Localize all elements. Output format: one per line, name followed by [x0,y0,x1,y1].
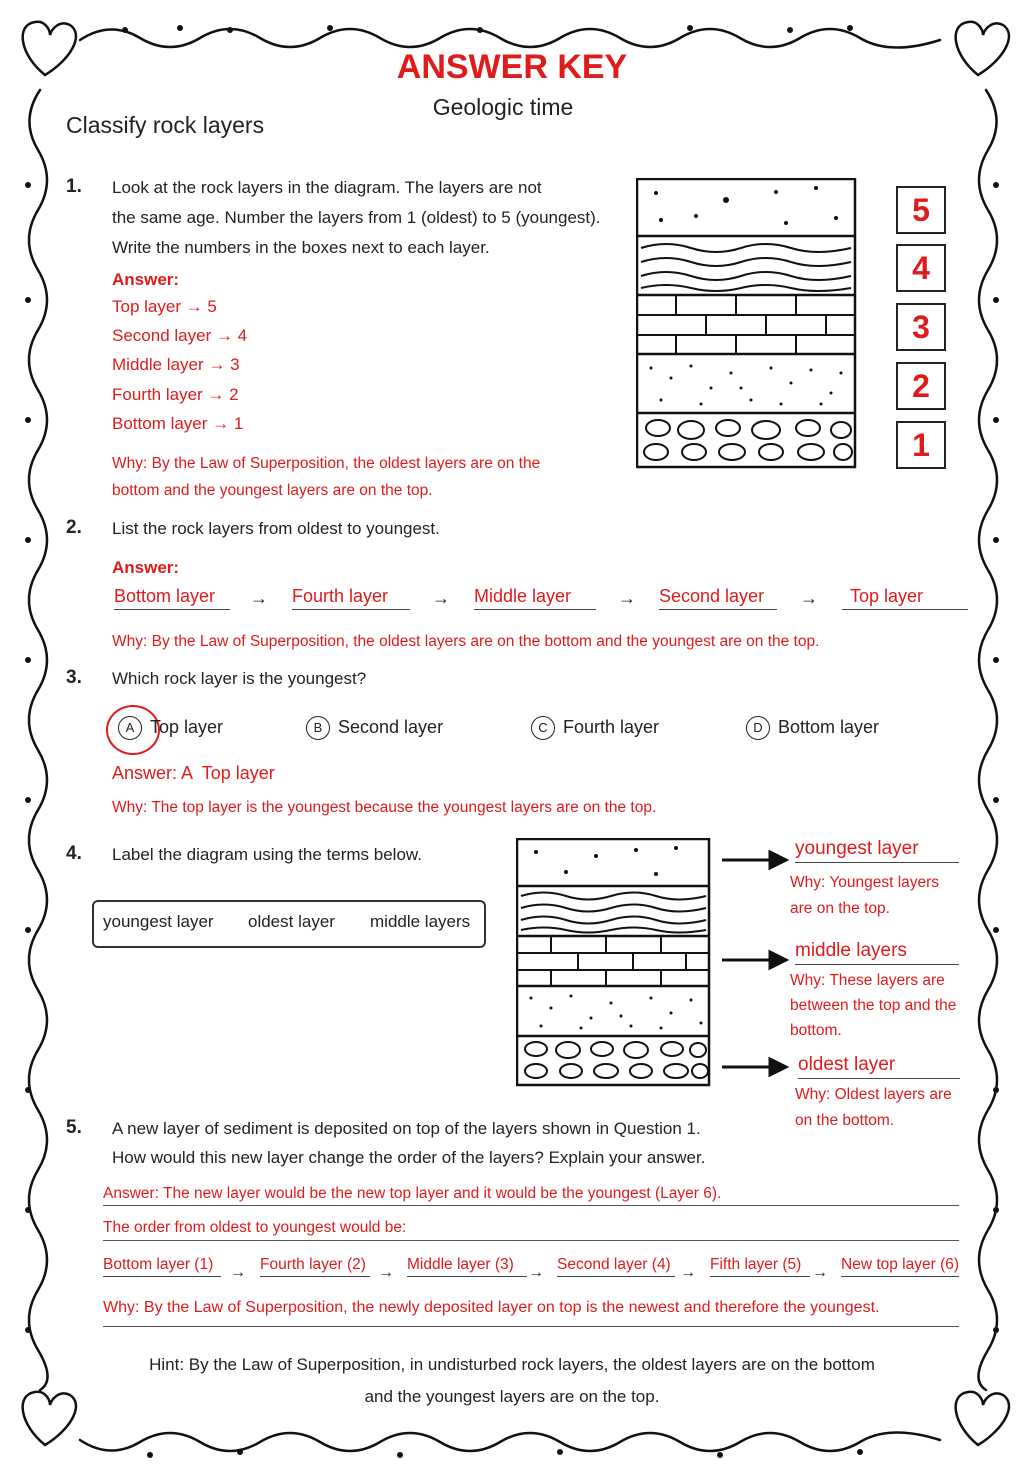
q3-option-c-letter: C [531,716,555,740]
q2-arrow-3: → [618,588,636,608]
q1-answer-bottom: Bottom layer → 1 [112,414,244,433]
q3-option-b-label: Second layer [338,716,444,737]
q1-box-top: 5 [896,186,946,234]
q5-order-intro: The order from oldest to youngest would be: [103,1219,407,1236]
q1-box-middle: 3 [896,303,946,351]
q2-arrow-2: → [432,588,450,608]
q2-text: List the rock layers from oldest to youngest. [112,519,440,538]
q3-text: Which rock layer is the youngest? [112,669,367,688]
q4-label-oldest: oldest layer [798,1054,960,1079]
q1-answer-middle: Middle layer → 3 [112,355,240,374]
q3-option-c[interactable] [531,716,659,740]
q1-box-second: 4 [896,244,946,292]
hint-line2: and the youngest layers are on the top. [364,1387,660,1406]
q4-label-arrows [720,840,790,1080]
q1-text-line3: Write the numbers in the boxes next to each layer. [112,238,490,257]
q4-why-youngest-line1: Why: Youngest layers [790,874,940,891]
q5-answer: Answer: The new layer would be the new top layer and it would be the youngest (Layer 6). [103,1185,722,1202]
q1-answer-second: Second layer → 4 [112,326,248,345]
q1-why-line1: Why: By the Law of Superposition, the oldest layers are on the [112,455,541,472]
q5-seq-1: Bottom layer (1) [103,1256,221,1277]
q4-why-youngest-line2: are on the top. [790,900,890,917]
q5-arrow-2: → [378,1264,394,1281]
q2-blank-1: Bottom layer [114,586,230,610]
q3-option-b[interactable] [306,716,443,740]
q1-answer-fourth: Fourth layer → 2 [112,385,239,404]
q5-seq-2: Fourth layer (2) [260,1256,370,1277]
q3-option-d-label: Bottom layer [778,716,880,737]
q2-blank-3: Middle layer [474,586,596,610]
q3-option-a[interactable] [118,716,223,740]
q1-rock-layers-diagram [636,178,858,470]
q3-number: 3. [66,667,82,688]
q3-option-a-letter: A [118,716,142,740]
q4-rock-layers-diagram [516,838,712,1088]
q5-why-line [103,1326,959,1327]
q3-option-d[interactable] [746,716,879,740]
q5-why: Why: By the Law of Superposition, the newly deposited layer on top is the newest and therefore the youngest. [103,1299,880,1316]
hint-line1: Hint: By the Law of Superposition, in undisturbed rock layers, the oldest layers are on the bottom [149,1355,875,1374]
q4-label-middle: middle layers [795,940,959,965]
q1-text-line1: Look at the rock layers in the diagram. The layers are not [112,178,542,197]
q2-blank-2: Fourth layer [292,586,410,610]
answer-key-title: ANSWER KEY [396,48,628,86]
q1-answer-label: Answer: [112,270,180,289]
q4-term-middle: middle layers [370,912,471,931]
q4-why-middle-line1: Why: These layers are [790,972,945,989]
q1-box-bottom: 1 [896,421,946,469]
q5-seq-3: Middle layer (3) [407,1256,527,1277]
q5-text-line2: How would this new layer change the order of the layers? Explain your answer. [112,1148,706,1167]
q3-option-d-letter: D [746,716,770,740]
q5-number: 5. [66,1117,82,1138]
q2-number: 2. [66,517,82,538]
q3-option-a-label: Top layer [150,716,224,737]
q3-answer: Answer: A Top layer [112,763,275,783]
q4-term-youngest: youngest layer [103,912,214,931]
page-subtitle: Geologic time [432,94,574,120]
q2-blank-5: Top layer [842,586,968,610]
q4-label-youngest: youngest layer [795,838,959,863]
q2-why: Why: By the Law of Superposition, the oldest layers are on the bottom and the youngest are on the top. [112,633,820,650]
q1-answer-top: Top layer → 5 [112,297,217,316]
q4-term-oldest: oldest layer [248,912,335,931]
q1-why-line2: bottom and the youngest layers are on the top. [112,482,433,499]
q5-arrow-3: → [528,1264,544,1281]
q4-text: Label the diagram using the terms below. [112,845,422,864]
q3-option-b-letter: B [306,716,330,740]
q1-text-line2: the same age. Number the layers from 1 (oldest) to 5 (youngest). [112,208,601,227]
q4-why-middle-line3: bottom. [790,1022,842,1039]
q5-text-line1: A new layer of sediment is deposited on top of the layers shown in Question 1. [112,1119,701,1138]
q3-why: Why: The top layer is the youngest because the youngest layers are on the top. [112,799,657,816]
q2-arrow-4: → [800,588,818,608]
q1-number: 1. [66,176,82,197]
q5-arrow-1: → [230,1264,246,1281]
q4-why-oldest-line2: on the bottom. [795,1112,895,1129]
q4-number: 4. [66,843,82,864]
q2-answer-label: Answer: [112,558,180,577]
q5-answer-line [103,1205,959,1206]
q2-arrow-1: → [250,588,268,608]
q5-seq-6: New top layer (6) [841,1256,959,1277]
q2-blank-4: Second layer [659,586,777,610]
q4-why-middle-line2: between the top and the [790,997,957,1014]
q5-seq-4: Second layer (4) [557,1256,675,1277]
q5-order-line [103,1240,959,1241]
q4-why-oldest-line1: Why: Oldest layers are [795,1086,952,1103]
q1-box-fourth: 2 [896,362,946,410]
topic-title: Classify rock layers [66,112,265,138]
q5-seq-5: Fifth layer (5) [710,1256,810,1277]
q5-arrow-5: → [812,1264,828,1281]
q3-option-c-label: Fourth layer [563,716,660,737]
q5-arrow-4: → [680,1264,696,1281]
